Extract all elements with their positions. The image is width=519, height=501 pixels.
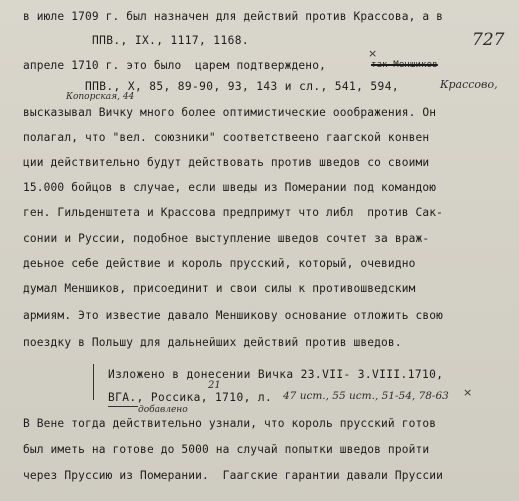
insertion-mark-1: × <box>368 47 378 60</box>
text-line-3: высказывал Вичку много более оптимистические ооображения. Он <box>23 106 437 119</box>
citation-bracket <box>93 364 94 400</box>
text-line-9: деьное себе действие и король прусский, который, очевидно <box>23 257 416 270</box>
text-line-12: поездку в Польшу для дальнейших действий против шведов. <box>23 336 402 349</box>
struck-text: так Меншиков <box>371 60 438 70</box>
margin-note-krassovo: Крассово, <box>440 78 498 91</box>
citation-underline <box>108 406 138 407</box>
insertion-mark-2: × <box>463 386 473 399</box>
text-line-1: в июле 1709 г. был назначен для действий против Крассова, а в <box>23 10 444 23</box>
text-line-15: через Пруссию из Померании. Гаагские гарантии давали Пруссии <box>23 469 444 482</box>
text-line-8: сонии и Руссии, подобное выступление шведов сочтет за враж- <box>23 232 430 245</box>
margin-note-koporskaya: Копорская, 44 <box>66 92 135 102</box>
text-line-14: был иметь на готове до 5000 на случай попытки шведов пройти <box>23 443 430 456</box>
citation-line-1: ППВ., IX., 1117, 1168. <box>92 34 249 47</box>
citation-line-3: Изложено в донесении Вичка 23.VII- 3.VIII.1710, <box>108 368 444 381</box>
text-line-13: В Вене тогда действительно узнали, что король прусский готов <box>23 417 437 430</box>
text-line-11: армиям. Это известие давало Меншикову основание отложить свою <box>23 309 444 322</box>
ref-insert-number: 21 <box>208 380 221 391</box>
ref-pages-handwritten: 47 ист., 55 ист., 51-54, 78-63 <box>283 390 449 402</box>
text-line-4: полагал, что "вел. союзники" соответствеено гаагской конвен <box>23 131 430 144</box>
text-line-5: ции действительно будут действовать против шведов со своими <box>23 156 430 169</box>
page-number: 727 <box>472 30 505 50</box>
citation-line-2: ППВ., Х, 85, 89-90, 93, 143 и сл., 541, 594, <box>85 80 399 93</box>
citation-line-4: ВГА., Россика, 1710, л. <box>108 391 273 404</box>
text-line-10: думал Меншиков, присоединит и свои силы к противошведским <box>23 282 416 295</box>
text-line-6: 15.000 бойцов в случае, если шведы из Померании под командою <box>23 181 437 194</box>
text-line-2: апреле 1710 г. это было царем подтверждено, <box>23 59 326 72</box>
text-line-7: ген. Гильденштета и Крассова предпримут что либл против Сак- <box>23 206 444 219</box>
ref-below-handwritten: добавлено <box>138 405 188 415</box>
